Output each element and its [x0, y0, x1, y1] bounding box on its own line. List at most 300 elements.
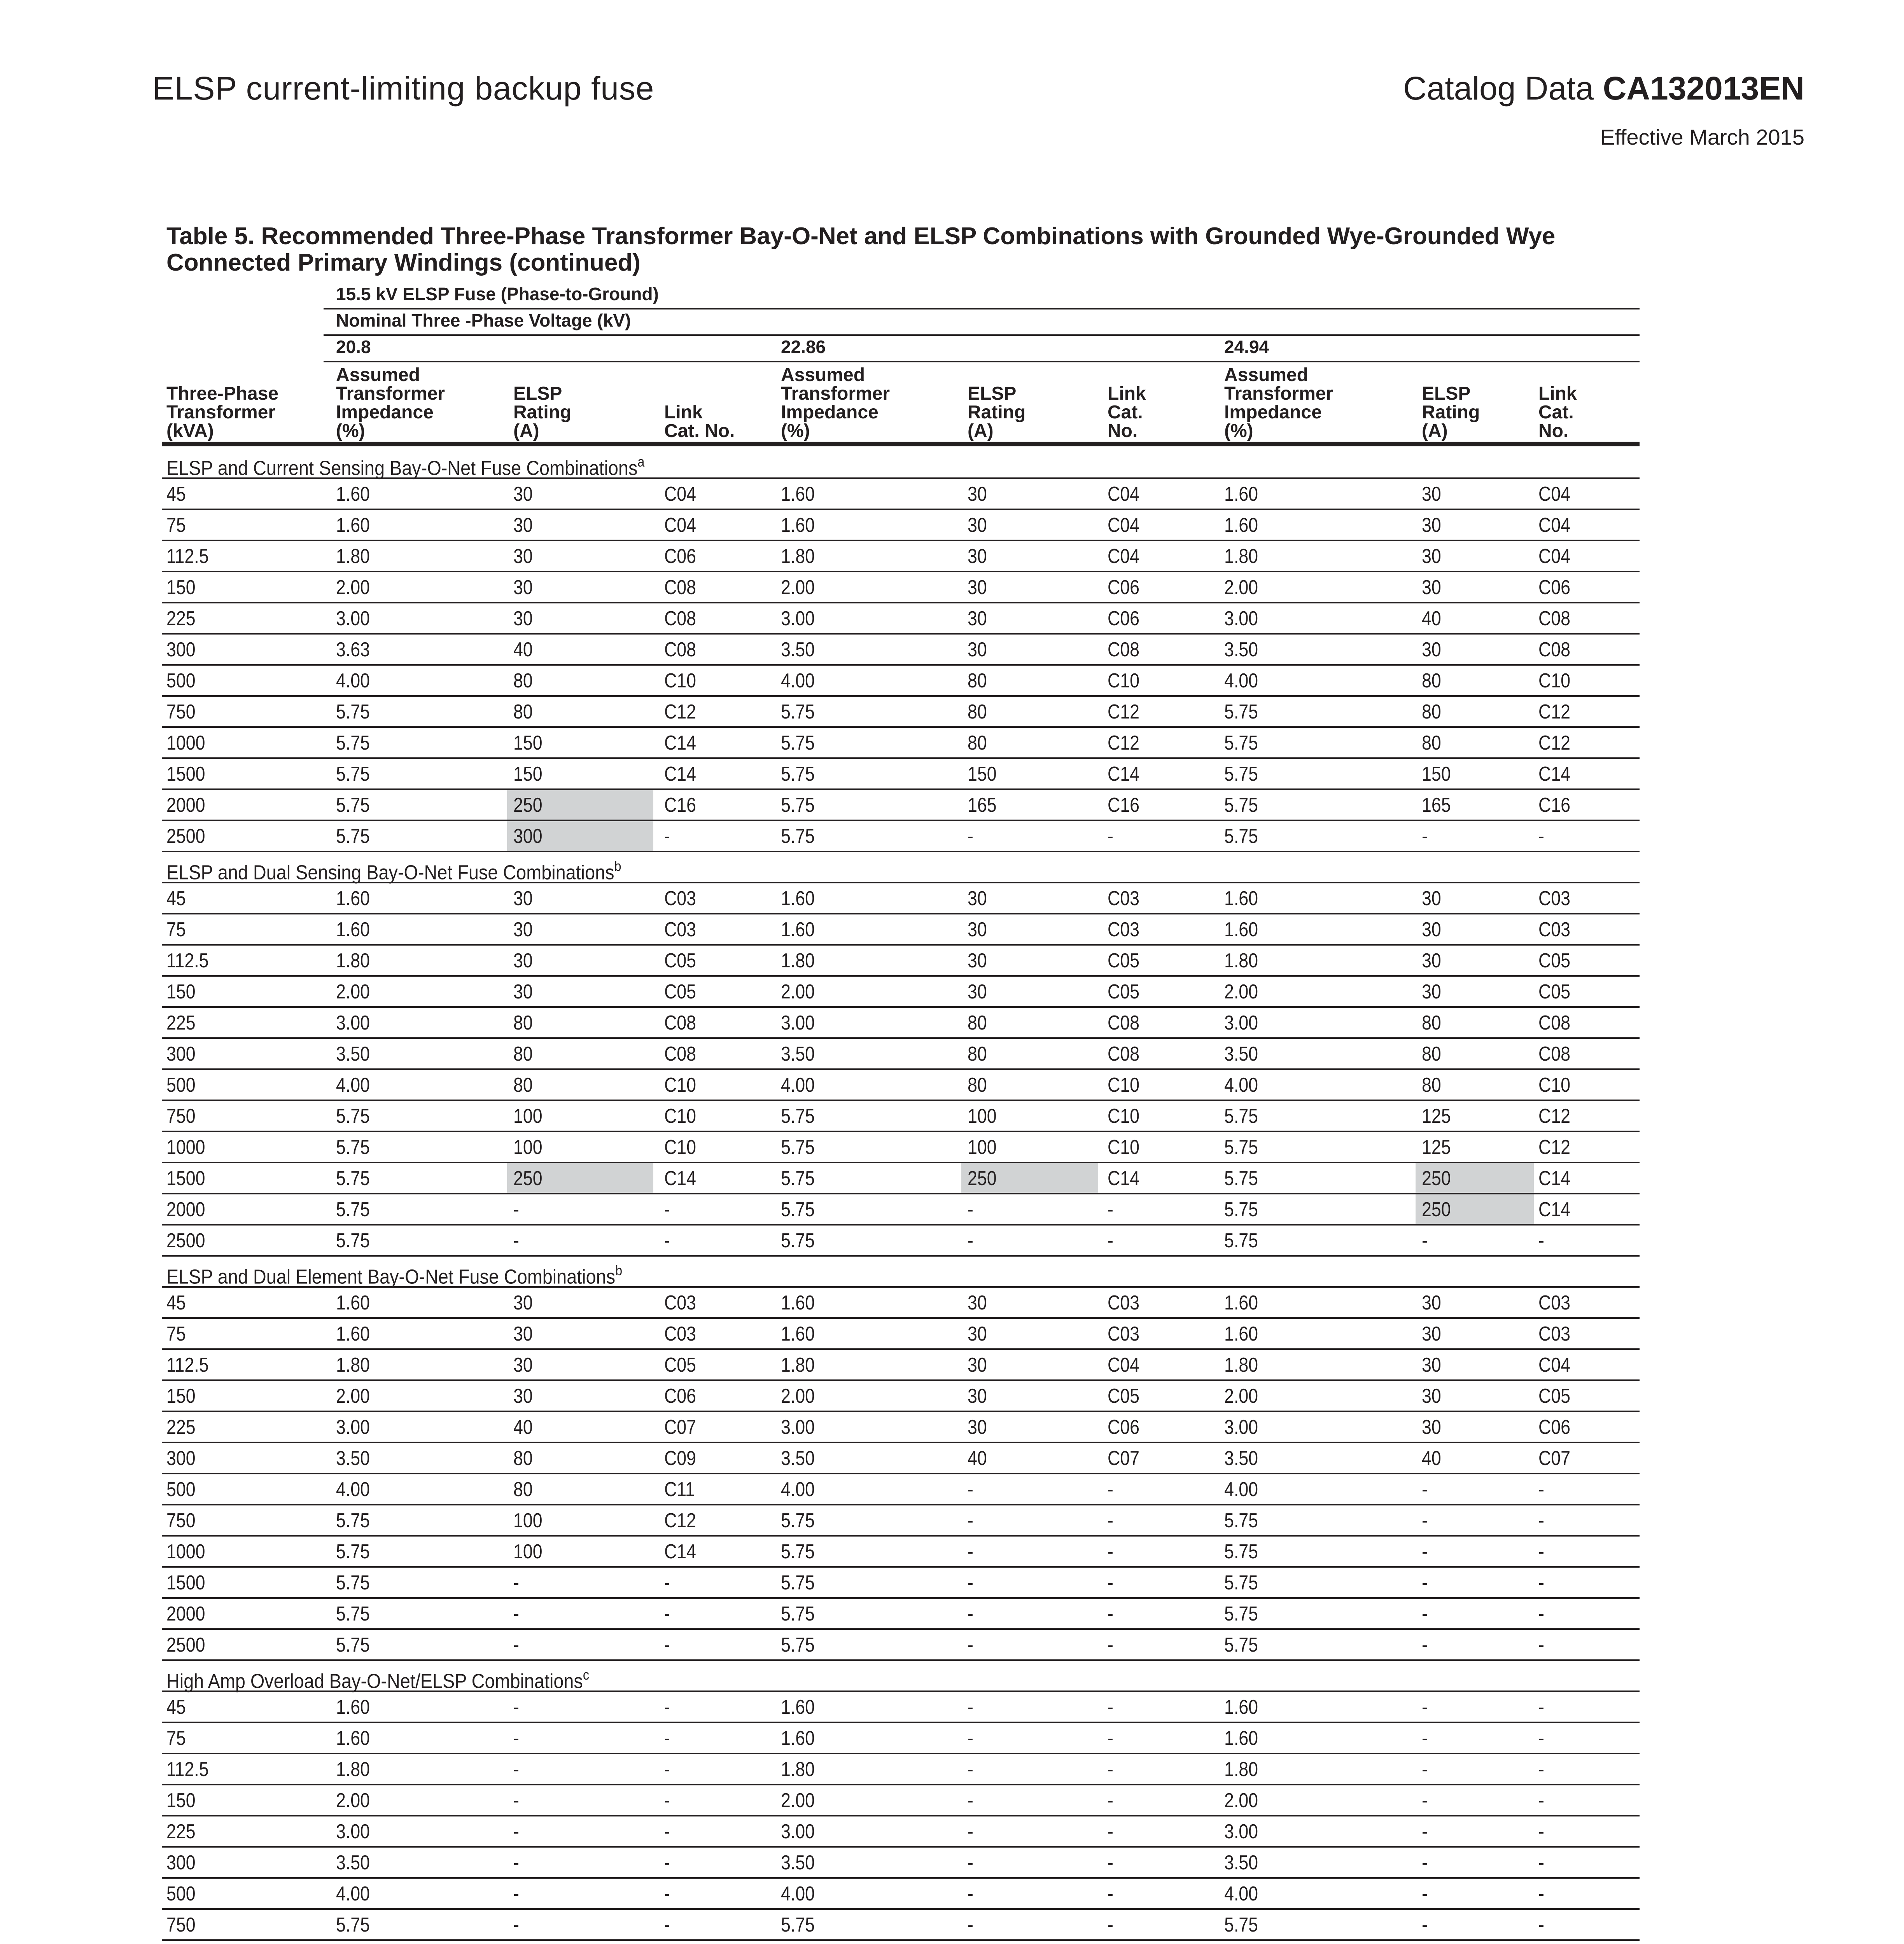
cell-elsp-24-94: 30 [1422, 1291, 1441, 1314]
table-row [162, 946, 1640, 977]
cell-imp-24-94: 5.75 [1224, 1198, 1258, 1221]
cell-kva: 45 [166, 886, 186, 910]
cell-link-24-94: - [1538, 1571, 1544, 1594]
table-row [162, 1319, 1640, 1350]
cell-imp-20-8: 4.00 [336, 669, 370, 692]
cell-link-20-8 [664, 1941, 670, 1944]
cell-kva: 225 [166, 1820, 196, 1843]
footnote-ref: c [583, 1667, 590, 1683]
table-row [162, 1070, 1640, 1101]
section-title [162, 448, 1640, 479]
cell-elsp-22-86: 30 [968, 638, 987, 661]
cell-link-22-86: C12 [1108, 700, 1140, 723]
cell-kva: 75 [166, 513, 186, 537]
cell-link-20-8: C10 [664, 1104, 696, 1128]
table-row [162, 1941, 1640, 1944]
cell-imp-22-86: 5.75 [781, 1104, 815, 1128]
cell-imp-20-8: 2.00 [336, 1788, 370, 1812]
cell-imp-22-86: 5.75 [781, 1509, 815, 1532]
cell-elsp-22-86: - [968, 1757, 973, 1781]
cell-imp-22-86: 1.60 [781, 513, 815, 537]
cell-link-22-86: - [1108, 1726, 1113, 1750]
cell-elsp-24-94: - [1422, 1477, 1428, 1501]
cell-imp-20-8: 2.00 [336, 980, 370, 1003]
cell-elsp-24-94: 30 [1422, 1415, 1441, 1439]
cell-kva: 2000 [166, 793, 205, 816]
cell-link-20-8: C10 [664, 669, 696, 692]
cell-kva: 750 [166, 1104, 196, 1128]
cell-elsp-22-86: 40 [968, 1446, 987, 1470]
cell-link-22-86: - [1108, 1198, 1113, 1221]
cell-link-20-8: C16 [664, 793, 696, 816]
cell-link-22-86: C05 [1108, 980, 1140, 1003]
table-row [162, 541, 1640, 572]
cell-elsp-24-94: 80 [1422, 669, 1441, 692]
cell-kva: 75 [166, 918, 186, 941]
cell-imp-24-94: 5.75 [1224, 1571, 1258, 1594]
col-link-1: Link Cat. No. [664, 401, 735, 442]
cell-elsp-22-86: 30 [968, 607, 987, 630]
cell-elsp-24-94: 30 [1422, 1384, 1441, 1407]
cell-link-24-94: C10 [1538, 1073, 1571, 1096]
cell-elsp-20-8: 30 [513, 575, 533, 599]
cell-link-24-94: C04 [1538, 1353, 1571, 1376]
cell-imp-24-94: 3.50 [1224, 1042, 1258, 1065]
cell-link-24-94: C08 [1538, 1042, 1571, 1065]
cell-imp-24-94: 5.75 [1224, 762, 1258, 785]
cell-kva: 45 [166, 1695, 186, 1718]
cell-elsp-24-94: 30 [1422, 980, 1441, 1003]
cell-elsp-22-86: - [968, 1820, 973, 1843]
cell-imp-22-86: 3.50 [781, 1446, 815, 1470]
cell-link-24-94: C08 [1538, 607, 1571, 630]
cell-elsp-22-86: - [968, 1602, 973, 1625]
cell-link-20-8: - [664, 1882, 670, 1905]
cell-kva: 75 [166, 1726, 186, 1750]
cell-elsp-22-86: 100 [968, 1135, 997, 1159]
cell-link-22-86: C06 [1108, 607, 1140, 630]
col-link-2: Link Cat. No. [1108, 383, 1146, 442]
cell-kva: 112.5 [166, 1353, 209, 1376]
cell-imp-22-86: 4.00 [781, 1477, 815, 1501]
cell-elsp-20-8: 80 [513, 700, 533, 723]
cell-link-24-94: - [1538, 1695, 1544, 1718]
cell-kva: 300 [166, 1851, 196, 1874]
cell-imp-22-86: 5.75 [781, 1229, 815, 1252]
cell-elsp-22-86: - [968, 1540, 973, 1563]
cell-elsp-24-94: 30 [1422, 949, 1441, 972]
cell-imp-24-94: 5.75 [1224, 1509, 1258, 1532]
table-row [162, 1910, 1640, 1941]
cell-kva: 300 [166, 1042, 196, 1065]
cell-link-24-94: - [1538, 1726, 1544, 1750]
cell-kva: 750 [166, 1913, 196, 1936]
cell-elsp-24-94: - [1422, 1540, 1428, 1563]
cell-elsp-22-86: 30 [968, 886, 987, 910]
cell-imp-22-86: 3.00 [781, 1415, 815, 1439]
cell-imp-24-94: 3.00 [1224, 1011, 1258, 1034]
cell-elsp-20-8: 30 [513, 886, 533, 910]
cell-elsp-24-94: 30 [1422, 1322, 1441, 1345]
cell-link-24-94: - [1538, 1602, 1544, 1625]
cell-link-20-8: C05 [664, 980, 696, 1003]
cell-link-24-94: - [1538, 1757, 1544, 1781]
cell-link-24-94: - [1538, 1913, 1544, 1936]
cell-link-20-8: - [664, 1726, 670, 1750]
table-row [162, 1008, 1640, 1039]
cell-imp-22-86: 5.75 [781, 793, 815, 816]
cell-imp-24-94: 4.00 [1224, 1073, 1258, 1096]
section-title-label: ELSP and Dual Sensing Bay-O-Net Fuse Combinations [166, 860, 614, 884]
cell-link-22-86: - [1108, 1571, 1113, 1594]
cell-elsp-22-86: 30 [968, 949, 987, 972]
cell-kva [166, 1941, 205, 1944]
cell-link-24-94: C12 [1538, 1135, 1571, 1159]
cell-imp-22-86: 5.75 [781, 1633, 815, 1656]
table-row [162, 1412, 1640, 1443]
cell-imp-24-94: 3.00 [1224, 1820, 1258, 1843]
cell-imp-20-8: 5.75 [336, 731, 370, 754]
cell-kva: 150 [166, 575, 196, 599]
section-title-label: ELSP and Dual Element Bay-O-Net Fuse Combinations [166, 1265, 616, 1288]
cell-elsp-24-94: 165 [1422, 793, 1451, 816]
cell-imp-24-94: 5.75 [1224, 1135, 1258, 1159]
table-row [162, 790, 1640, 821]
cell-elsp-24-94: - [1422, 1509, 1428, 1532]
cell-link-20-8: - [664, 1571, 670, 1594]
cell-elsp-22-86: 30 [968, 575, 987, 599]
cell-imp-24-94: 5.75 [1224, 1633, 1258, 1656]
cell-link-22-86: C06 [1108, 575, 1140, 599]
table-row [162, 1568, 1640, 1599]
cell-imp-22-86: 1.60 [781, 886, 815, 910]
cell-imp-24-94: 5.75 [1224, 1104, 1258, 1128]
cell-imp-22-86: 5.75 [781, 700, 815, 723]
cell-imp-24-94: 5.75 [1224, 731, 1258, 754]
cell-imp-24-94: 1.60 [1224, 886, 1258, 910]
cell-kva: 750 [166, 700, 196, 723]
cell-link-22-86: C10 [1108, 1073, 1140, 1096]
cell-link-24-94: C05 [1538, 980, 1571, 1003]
cell-link-22-86: C14 [1108, 1166, 1140, 1190]
cell-link-20-8: - [664, 1851, 670, 1874]
footnote-ref: b [614, 858, 621, 874]
cell-elsp-22-86: - [968, 1198, 973, 1221]
cell-elsp-20-8: - [513, 1695, 519, 1718]
cell-link-20-8: C09 [664, 1446, 696, 1470]
cell-link-20-8: - [664, 1757, 670, 1781]
cell-elsp-20-8: 150 [513, 762, 542, 785]
cell-imp-24-94: 1.60 [1224, 1726, 1258, 1750]
col-elsp-2: ELSP Rating (A) [968, 383, 1026, 442]
table-row [162, 1785, 1640, 1816]
cell-elsp-20-8: 250 [513, 793, 542, 816]
cell-link-20-8: - [664, 1913, 670, 1936]
cell-link-24-94: - [1538, 1477, 1544, 1501]
cell-kva: 500 [166, 1073, 196, 1096]
cell-elsp-24-94: - [1422, 824, 1428, 848]
cell-imp-24-94: 3.50 [1224, 1851, 1258, 1874]
cell-elsp-24-94: - [1422, 1602, 1428, 1625]
cell-imp-20-8: 5.75 [336, 1602, 370, 1625]
table-row [162, 1163, 1640, 1194]
cell-elsp-22-86: 30 [968, 1353, 987, 1376]
cell-imp-20-8 [336, 1941, 370, 1944]
cell-imp-20-8: 1.60 [336, 918, 370, 941]
cell-imp-20-8: 5.75 [336, 1540, 370, 1563]
cell-imp-22-86: 3.00 [781, 1820, 815, 1843]
cell-elsp-22-86: 80 [968, 1011, 987, 1034]
cell-elsp-24-94: - [1422, 1726, 1428, 1750]
cell-imp-22-86: 2.00 [781, 1384, 815, 1407]
cell-imp-20-8: 3.00 [336, 1415, 370, 1439]
cell-link-24-94: C12 [1538, 1104, 1571, 1128]
cell-kva: 1500 [166, 1166, 205, 1190]
cell-link-20-8: C03 [664, 886, 696, 910]
cell-elsp-20-8: - [513, 1820, 519, 1843]
cell-imp-24-94: 1.80 [1224, 1353, 1258, 1376]
table-caption: Table 5. Recommended Three-Phase Transformer Bay-O-Net and ELSP Combinations with Grounded Wye-Grounded Wye Connected Primary Windings (continued) [166, 224, 1556, 277]
col-imp-3: Assumed Transformer Impedance (%) [1224, 364, 1334, 442]
table-row [162, 603, 1640, 635]
cell-kva: 2000 [166, 1602, 205, 1625]
cell-link-22-86 [1108, 1941, 1164, 1944]
cell-imp-20-8: 2.00 [336, 1384, 370, 1407]
cell-link-24-94: C05 [1538, 1384, 1571, 1407]
cell-link-22-86: - [1108, 1820, 1113, 1843]
cell-link-20-8: C04 [664, 513, 696, 537]
cell-link-20-8: C14 [664, 762, 696, 785]
table-row [162, 1101, 1640, 1132]
cell-link-22-86: C12 [1108, 731, 1140, 754]
cell-imp-22-86: 3.50 [781, 638, 815, 661]
cell-imp-24-94: 4.00 [1224, 1477, 1258, 1501]
cell-link-22-86: C06 [1108, 1415, 1140, 1439]
cell-elsp-20-8: - [513, 1913, 519, 1936]
cell-kva: 45 [166, 482, 186, 505]
cell-link-20-8: C06 [664, 544, 696, 568]
cell-kva: 1000 [166, 731, 205, 754]
cell-kva: 112.5 [166, 949, 209, 972]
col-kva: Three-Phase Transformer (kVA) [166, 383, 279, 442]
voltage-values-row [162, 336, 1640, 362]
cell-elsp-24-94: 30 [1422, 918, 1441, 941]
cell-link-22-86: - [1108, 1229, 1113, 1252]
footnote-ref: b [615, 1263, 623, 1278]
cell-elsp-20-8: 30 [513, 1291, 533, 1314]
cell-elsp-22-86: 30 [968, 980, 987, 1003]
cell-kva: 750 [166, 1509, 196, 1532]
voltage-22-86: 22.86 [781, 339, 826, 358]
cell-imp-20-8: 5.75 [336, 700, 370, 723]
cell-link-24-94: - [1538, 1788, 1544, 1812]
cell-elsp-20-8: 250 [513, 1166, 542, 1190]
cell-elsp-20-8: - [513, 1602, 519, 1625]
cell-elsp-24-94: 80 [1422, 731, 1441, 754]
cell-link-22-86: C03 [1108, 886, 1140, 910]
cell-link-24-94: C06 [1538, 1415, 1571, 1439]
cell-elsp-20-8: 30 [513, 513, 533, 537]
table-row [162, 1848, 1640, 1879]
cell-imp-22-86: 1.60 [781, 482, 815, 505]
cell-elsp-24-94: 30 [1422, 638, 1441, 661]
cell-imp-20-8: 5.75 [336, 824, 370, 848]
cell-elsp-22-86: 80 [968, 700, 987, 723]
cell-elsp-20-8: 30 [513, 544, 533, 568]
cell-link-20-8: C04 [664, 482, 696, 505]
cell-link-20-8: C05 [664, 949, 696, 972]
table-row [162, 1132, 1640, 1163]
cell-elsp-24-94: 40 [1422, 607, 1441, 630]
table-row [162, 1599, 1640, 1630]
cell-elsp-22-86: - [968, 1882, 973, 1905]
cell-link-22-86: C08 [1108, 638, 1140, 661]
table-row [162, 635, 1640, 666]
cell-link-24-94: - [1538, 1509, 1544, 1532]
cell-elsp-20-8: 30 [513, 482, 533, 505]
voltage-heading: Nominal Three -Phase Voltage (kV) [336, 313, 631, 331]
section-title-text [166, 852, 621, 887]
cell-elsp-24-94: 125 [1422, 1104, 1451, 1128]
cell-link-20-8: C03 [664, 918, 696, 941]
cell-elsp-22-86: 80 [968, 1042, 987, 1065]
cell-link-20-8: C05 [664, 1353, 696, 1376]
cell-elsp-22-86: 30 [968, 1322, 987, 1345]
cell-elsp-20-8: - [513, 1571, 519, 1594]
cell-imp-22-86: 1.60 [781, 1291, 815, 1314]
cell-elsp-24-94: - [1422, 1633, 1428, 1656]
cell-elsp-20-8: - [513, 1633, 519, 1656]
cell-imp-22-86: 1.80 [781, 544, 815, 568]
cell-elsp-20-8: 30 [513, 1322, 533, 1345]
cell-imp-22-86: 5.75 [781, 1166, 815, 1190]
cell-link-24-94: C05 [1538, 949, 1571, 972]
cell-imp-24-94: 1.80 [1224, 544, 1258, 568]
cell-elsp-24-94: - [1422, 1788, 1428, 1812]
cell-imp-24-94: 4.00 [1224, 1882, 1258, 1905]
cell-imp-22-86: 4.00 [781, 1073, 815, 1096]
cell-imp-20-8: 4.00 [336, 1477, 370, 1501]
cell-link-22-86: - [1108, 824, 1113, 848]
cell-link-24-94: C12 [1538, 700, 1571, 723]
table-body [162, 448, 1640, 1944]
cell-elsp-20-8: - [513, 1726, 519, 1750]
cell-imp-24-94: 5.75 [1224, 1540, 1258, 1563]
document-title: ELSP current-limiting backup fuse [152, 72, 654, 107]
cell-kva: 150 [166, 1788, 196, 1812]
cell-link-22-86: C04 [1108, 1353, 1140, 1376]
cell-link-22-86: - [1108, 1477, 1113, 1501]
cell-imp-20-8: 5.75 [336, 1104, 370, 1128]
cell-link-20-8: C08 [664, 638, 696, 661]
cell-imp-24-94: 3.50 [1224, 638, 1258, 661]
cell-imp-20-8: 3.50 [336, 1851, 370, 1874]
cell-imp-20-8: 1.60 [336, 886, 370, 910]
cell-elsp-22-86: 30 [968, 482, 987, 505]
table-row [162, 1816, 1640, 1848]
cell-imp-24-94: 1.60 [1224, 1322, 1258, 1345]
cell-kva: 225 [166, 607, 196, 630]
cell-elsp-24-94: - [1422, 1695, 1428, 1718]
cell-link-22-86: C08 [1108, 1042, 1140, 1065]
cell-elsp-20-8: 150 [513, 731, 542, 754]
cell-imp-24-94: 3.00 [1224, 607, 1258, 630]
cell-link-20-8: C03 [664, 1291, 696, 1314]
cell-elsp-20-8: 30 [513, 607, 533, 630]
cell-link-22-86: C14 [1108, 762, 1140, 785]
cell-elsp-20-8: 40 [513, 638, 533, 661]
cell-link-22-86: C03 [1108, 1291, 1140, 1314]
cell-elsp-20-8: 100 [513, 1135, 542, 1159]
cell-imp-24-94: 1.60 [1224, 918, 1258, 941]
cell-link-24-94: - [1538, 1540, 1544, 1563]
cell-link-24-94: C12 [1538, 731, 1571, 754]
cell-elsp-20-8: - [513, 1198, 519, 1221]
cell-elsp-22-86: 30 [968, 918, 987, 941]
cell-kva: 2000 [166, 1198, 205, 1221]
cell-imp-22-86: 1.80 [781, 949, 815, 972]
section-title-label: ELSP and Current Sensing Bay-O-Net Fuse Combinations [166, 456, 638, 480]
cell-imp-22-86: 1.80 [781, 1353, 815, 1376]
col-imp-2: Assumed Transformer Impedance (%) [781, 364, 890, 442]
cell-imp-20-8: 1.80 [336, 1353, 370, 1376]
cell-elsp-24-94: 30 [1422, 575, 1441, 599]
cell-kva: 2500 [166, 1229, 205, 1252]
cell-elsp-24-94: 125 [1422, 1135, 1451, 1159]
cell-imp-24-94: 1.80 [1224, 1757, 1258, 1781]
cell-imp-22-86: 5.75 [781, 1571, 815, 1594]
cell-imp-20-8: 1.60 [336, 1291, 370, 1314]
cell-link-22-86: C16 [1108, 793, 1140, 816]
cell-link-24-94: C03 [1538, 1291, 1571, 1314]
cell-link-20-8: C08 [664, 1011, 696, 1034]
cell-kva: 75 [166, 1322, 186, 1345]
cell-elsp-22-86: 30 [968, 1415, 987, 1439]
cell-imp-22-86: 2.00 [781, 575, 815, 599]
cell-link-20-8: - [664, 1633, 670, 1656]
cell-imp-22-86: 1.60 [781, 1726, 815, 1750]
cell-imp-22-86: 3.00 [781, 607, 815, 630]
cell-imp-24-94: 4.00 [1224, 669, 1258, 692]
section-title [162, 1257, 1640, 1288]
cell-elsp-20-8: 100 [513, 1540, 542, 1563]
cell-elsp-22-86 [968, 1941, 997, 1944]
cell-elsp-22-86: 80 [968, 731, 987, 754]
cell-elsp-24-94: 30 [1422, 1353, 1441, 1376]
cell-link-22-86: C05 [1108, 949, 1140, 972]
cell-imp-20-8: 3.00 [336, 1820, 370, 1843]
cell-link-20-8: C10 [664, 1135, 696, 1159]
cell-elsp-24-94: 30 [1422, 482, 1441, 505]
cell-elsp-20-8 [513, 1941, 519, 1944]
cell-imp-24-94: 2.00 [1224, 980, 1258, 1003]
cell-kva: 2500 [166, 824, 205, 848]
cell-imp-24-94: 1.60 [1224, 1695, 1258, 1718]
cell-link-20-8: - [664, 1695, 670, 1718]
cell-elsp-22-86: - [968, 1695, 973, 1718]
cell-imp-22-86: 5.75 [781, 762, 815, 785]
cell-imp-22-86: 2.00 [781, 980, 815, 1003]
table-row [162, 1754, 1640, 1785]
cell-imp-24-94: 1.60 [1224, 513, 1258, 537]
cell-imp-24-94: 3.00 [1224, 1415, 1258, 1439]
cell-link-22-86: - [1108, 1633, 1113, 1656]
cell-link-20-8: C12 [664, 700, 696, 723]
cell-kva: 1000 [166, 1540, 205, 1563]
cell-elsp-20-8: - [513, 1229, 519, 1252]
table-row [162, 759, 1640, 790]
cell-imp-24-94: 5.75 [1224, 1229, 1258, 1252]
